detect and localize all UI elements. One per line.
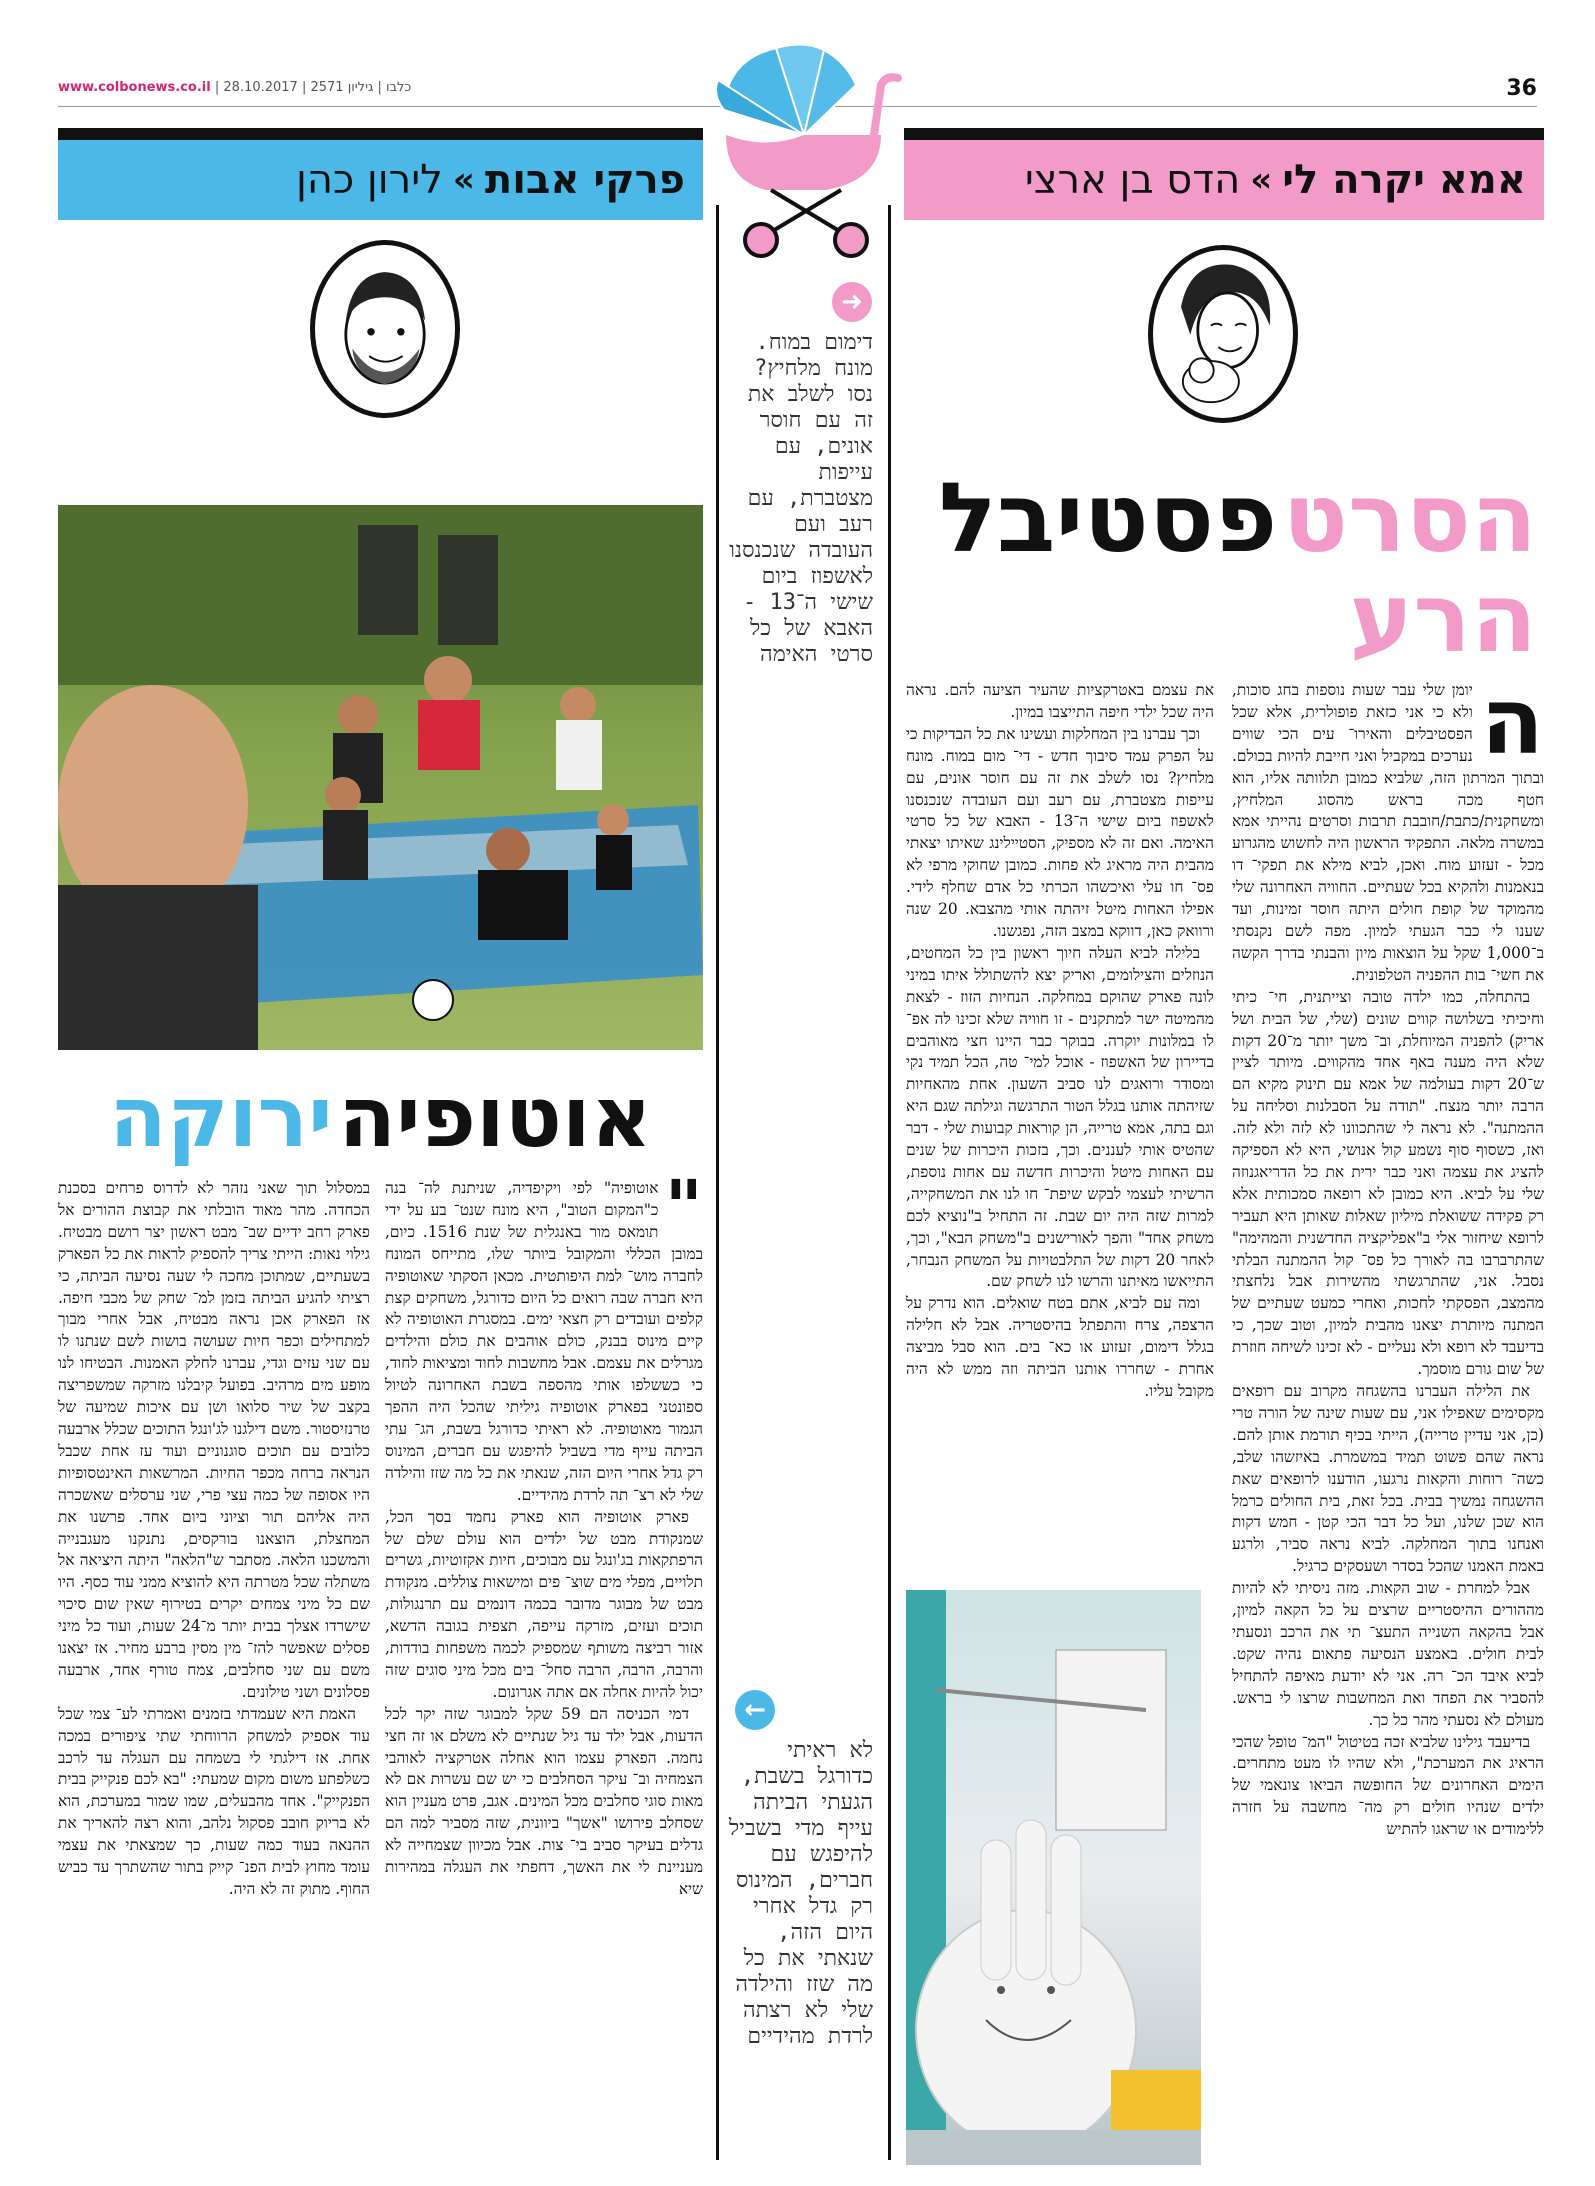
left-banner-topbar [58, 128, 703, 140]
right-column-banner [904, 140, 1544, 220]
left-article-column-2 [58, 1178, 370, 2163]
column-divider-right [888, 205, 891, 2160]
family-picnic-photo [58, 505, 703, 1050]
headline-blue-word: ירוקה [109, 1068, 333, 1166]
man-portrait-icon [315, 245, 455, 413]
left-article-headline [58, 1068, 703, 1166]
issue-meta: | כלבו | גיליון 2571 | 28.10.2017 [214, 80, 412, 95]
headline-pink-word-2: הרע [1349, 562, 1537, 674]
double-chevron-icon: » [1250, 160, 1273, 200]
paragraph: דמי הכניסה הם 59 שקל למבוגר שזה יקר לכל הדעות, אבל ילד עד גיל שנתיים לא משלם או זה חצי נחמה. הפארק עצמו הוא אחלה אטרקציה לאוהבי הצמחיה וב־ עיקר הסחלבים כי יש שם עשרות אם לא מאות סוגי סחלבים מכל המינים. אגב, פרט מעניין הוא שסחלב פירושו "אשך" ביוונית, שזה מסביר למה הם גדלים בעיקר סביב בי־ צות. אבל מכיוון שצמחייה לא מעניינת לי את האשך, דחפתי את העגלה במהירות שיא [385, 1704, 703, 1898]
glove-balloon-image [906, 1590, 1201, 2165]
opening-quote-mark: " [664, 1178, 703, 1251]
left-column-banner [58, 140, 703, 220]
paragraph: פארק אוטופיה הוא פארק נחמד בסך הכל, שמנקודת מבט של ילדים הוא עולם שלם של הרפתקאות בג'ונגל עם מבוכים, חיות אקזוטיות, גשרים תלויים, מפלי מים שוצ־ פים ומישאות צוללים. מנקודת מבט של מבוגר מדובר בכמה דונמים עם תרנגולות, תוכים ועזים, מזרקה עייפה, תצפית בגובה הדשא, אזור רביצה משותף שמספיק לכמה משפחות בודדות, והרבה, הרבה, הרבה סחל־ בים מכל מיני סוגים שזה יכול להיות אחלה אם אתה אגרונום. [385, 1507, 703, 1701]
headline-pink-word-1: הסרט [1282, 462, 1537, 574]
left-column-title: פרקי אבות [484, 157, 685, 203]
drop-cap: ה [1480, 680, 1544, 775]
right-article-column-1 [1232, 680, 1544, 2165]
page-header-info [58, 80, 411, 95]
picnic-scene-image [58, 505, 703, 1050]
right-column-title: אמא יקרה לי [1282, 157, 1526, 203]
headline-black-word: פסטיבל [938, 462, 1278, 574]
column-divider-left [716, 205, 719, 2160]
paragraph: ומה עם לביא, אתם בטח שואלים. הוא נדרק על הרצפה, צרח והתפתל בהיסטריה. אבל לא חלילה בגלל דימום, זעזוע או כא־ בים. הוא סבל מביצה אחרת - שחררו אותנו הביתה וזה ממש לא היה מקובל עליו. [906, 1294, 1214, 1400]
paragraph: יומן שלי עבר שעות נוספות בחג סוכות, ולא כי אני כזאת פופולרית, אלא שכל הפסטיבלים והאירו־ עים הכי שווים נערכים במקביל ואני חייבת להיות בכולם. ובתוך המרתון הזה, שלביא כמובן תלוותה אליו, הוא חטף מכה בראש מהסוג המלחיץ, ומשחקנית/כתבת/חובבת תרבות וסרטים נהייתי אמא במשרה מלאה. התפקיד הראשון היה לחשוש מהגרוע מכל - זעזוע מוח. ואכן, לביא מילא את תפקי־ דו בנאמנות ולהקיא בכל שעתיים. החוויה האחרונה שלי מהמוקד של קופת חולים היתה חוסר זמינות, ועד שענו לי כבר הגעתי למיון. מפה לשם נקנסתי ב־1,000 שקל על הוצאות מיון והבנתי בדרך הקשה את חשי־ בות ההפניה הטלפונית. [1232, 681, 1544, 984]
arrow-right-circle-icon: ➜ [832, 282, 872, 322]
paragraph: אבל למחרת - שוב הקאות. מזה ניסיתי לא להיות מההורים ההיסטריים שרצים על כל הקאה למיון, אבל בהקאה השנייה התעצ־ תי את הרכב ונסעתי לבית חולים. באמצע הנסיעה פתאום נהיה שקט. לביא איבד הכ־ רה. אני לא יודעת מאיפה להתחיל להסביר את הפחד ואת המחשבות שרצו לי בראש. מעולם לא נסעתי מהר כל כך. [1232, 1579, 1544, 1729]
baby-stroller-icon [706, 40, 902, 260]
left-article-column-1 [385, 1178, 703, 2163]
right-article-column-2 [906, 680, 1214, 1575]
woman-portrait-icon [1153, 250, 1293, 418]
paragraph: במסלול תוך שאני נזהר לא לדרוס פרחים בסכנת הכחדה. מהר מאוד הובלתי את קבוצת ההורים אל פארק רחב ידיים שב־ מבט ראשון יצר רושם מבטיח. גילוי נאות: הייתי צריך להספיק לראות את כל הפארק בשעתיים, שמתוכן מחכה לי שעה נסיעה הביתה, כי רציתי להגיע הביתה בזמן למ־ שחק של מכבי חיפה. אז הפארק אכן נראה מבטיח, אבל אחרי מבוך למתחילים וכפר חיות שעושה בושות לשם שנתנו לו עם שני עזים וגדי, עברנו לחלק האמנות. הבטיחו לנו מופע מים מרהיב. בפועל קיבלנו מזרקה שמשפריצה בקצב של שיר סלואו ושן עם איכות שמיעה של טרנזיסטור. משם דילגנו לג'ונגל התוכים שכלל ארבעה כלובים עם תוכים סוגנוניים ועוד עז אחת שכבל הנראה ברחה מכפר החיות. המרשאות האינטסופיות היו אסופה של כמה עצי פרי, שני ערסלים שאשכרה היה אליהם תור וציוני ביום אחד. פרשנו את המחצלת, הוצאנו בורקסים, נתנקנו מעגבנייה והמשכנו הלאה. מסתבר ש"הלאה" היתה היציאה אל משתלה שכל מטרתה היא להוציא ממני עוד כסף. היו שם כל מיני צמחים יקרים בטירוף שאין שום סיכוי שישרדו אצלך בבית יותר מ־24 שעות, ועוד כל מיני פסלים שאפשר להז־ מין מסין ברבע מחיר. אז יצאנו משם עם שני סחלבים, צמח טורף אחד, ארבעה פסלונים ושני טילונים. [58, 1179, 370, 1701]
left-column-author: לירון כהן [295, 157, 443, 203]
double-chevron-icon: » [452, 160, 475, 200]
author-portrait-liron [310, 240, 460, 418]
paragraph: בדיעבד גילינו שלביא זכה בטיטול "המ־ טופל שהכי הראיג את המערכת", ולא שהיו לו מעט מתחרים. הימים האחרונים של החופשה הביאו צונאמי של ילדים שנהיו חולים רק מה־ מחשבה על חזרה ללימודים או שראגו להתיש [1232, 1732, 1544, 1839]
paragraph: את הלילה העברנו בהשגחה מקרוב עם רופאים מקסימים שאפילו אני, עם שעות שינה של הורה טרי (כן, אני עדיין טרייה), הייתי בכיף תורמת אותן להם. נראה שהם פשוט תמיד במשמרת. באיזשהו שלב, כשה־ רוחות והקאות נרגעו, הודענו לרופאים שאת ההשגחה נמשיך בבית. בכל זאת, בית החולים כרמל הוא שכן שלנו, ועל כל דבר הכי קטן - חמש דקות ואנחנו בתוך המחלקה. לביא נראה סביר, ולרגע באמת האמנו שהכל בסדר ושעסקים כרגיל. [1232, 1382, 1544, 1576]
right-article-headline [897, 462, 1537, 674]
paragraph: את עצמם באטרקציות שהעיר הציעה להם. נראה היה שכל ילדי חיפה התייצבו במיון. [906, 681, 1214, 721]
paragraph: אוטופיה" לפי ויקיפדיה, שניתנת לה־ בנה כ"המקום הטוב", היא מונח שנט־ בע על ידי תומאס מור באנגלית של שנת 1516. כיום, במובן הכללי והמקובל ביותר שלו, מתייחס המונח לחברה מוש־ למת היפותטית. מכאן הסקתי שאוטופיה היא חברה שבה רואים כל היום כדורגל, משחקים קצת קלפים ועובדים רק חצאי ימים. במסגרת האוטופיה לא קיים מינוס בבנק, כולם אוהבים את כולם והילדים מגרלים את עצמם. אבל מחשבות לחוד ומציאות לחוד, כי כששלפו אותי מהספה בשבת האחרונה לטיול ספונטני בפארק אוטופיה גיליתי שהכל היה ההפך הגמור מאוטופיה. לא ראיתי כדורגל בשבת, הג־ עתי הביתה עייף מדי בשביל להיפגש עם חברים, המינוס רק גדל אחרי היום הזה, שנאתי את כל מה שזז והילדה שלי לא רצ־ תה לרדת מהידיים. [385, 1179, 703, 1504]
site-url[interactable]: www.colbonews.co.il [58, 80, 211, 95]
arrow-left-circle-icon: ← [735, 1690, 775, 1730]
paragraph: האמת היא שעמדתי בזמנים ואמרתי לע־ צמי שכל עוד אספיק למשחק הרווחתי שתי ציפורים במכה אחת. אז דילגתי לי בשמחה עם העגלה עד לרכב כשלפתע משום מקום שמעתי: "בא לכם פנקייק בבית הפנקייק". אחד מהבעלים, שמו שמור במערכת, הוא לא בריוק חובב פסקול נלהב, והוא רצה להאריך את ההנאה בעוד כמה שעות, כך שמצאתי את עצמי עומד מחוץ לבית הפנ־ קייק בתור שהשתרך עד כביש החוף. מתוק זה לא היה. [58, 1704, 370, 1898]
author-portrait-hadas [1148, 245, 1298, 423]
right-banner-topbar [904, 128, 1544, 140]
headline-black-word: אוטופיה [338, 1068, 652, 1166]
paragraph: וכך עברנו בין המחלקות ועשינו את כל הבדיקות כי על הפרק עמד סיבוך חדש - די־ מום במוח. מונח מלחיץ? נסו לשלב את זה עם חוסר אונים, עם עייפות מצטברת, עם רעב ועם העובדה שנכנסנו לאשפוז ביום שישי ה־13 - האבא של כל סרטי האימה. ואם זה לא מספיק, הסטיילינג שאיתו יצאתי מהבית היה מראיג לא פחות. כמובן שחוקי מרפי לא פס־ חו עלי ואיכשהו הכרתי כל אדם שחלף לידי. אפילו האחות מיטל זיהתה אותי מהצבא. 20 שנה ורוואק כאן, דווקא במצב הזה, נפגשנו. [906, 724, 1214, 940]
page-number: 36 [1506, 76, 1537, 101]
hospital-glove-balloon-photo [906, 1590, 1201, 2165]
pull-quote-top: דימום במוח. מונח מלחיץ? נסו לשלב את זה עם חוסר אונים, עם עייפות מצטברת, עם רעב ועם העובדה שנכנסנו לאשפוז ביום שישי ה־13 - האבא של כל סרטי האימה [729, 330, 873, 667]
paragraph: בהתחלה, כמו ילדה טובה וצייתנית, חי־ כיתי וחיכיתי בשלושה קווים שונים (שלי, של הבית ושל אריק) להפניה המיוחלת, וב־ משך יותר מ־20 דקות שלא היה מענה באף אחד מהקווים. מיותר לציין ש־20 דקות בעולמה של אמא עם תינוק מקיא הם הרבה יותר מנצח. "תודה על הסבלנות וסליחה על ההמתנה". לא נראה לי שהתכוונו לא לזה ולא לזה. ואז, כשסוף סוף נשמע קול אנושי, היא לא הספיקה להציג את עצמה ואני כבר ירית את כל הדריאגנוזה שלי על לביא. היא כמובן לא רופאה סמכותית אלא רק פקידה ששואלת מיליון שאלות שאותן היא תעביר לרופא שיחזור אלי ב"אפליקציה החדשנית והמהימה" שהתרברבו בה לאורך כל פס־ קול ההמתנה הבלתי נסבל. אני, שהתרגשתי מהשירות אבל נלחצתי מהמצב, הפסקתי לחכות, ואחרי כמעט שעתיים של המתנה מיותרת יצאנו מהבית למיון, וטוב שכך, כי בדיעבד לא רופא ולא נעליים - לא זכינו לשיחה חוזרת של שום גורם מוסמך. [1232, 987, 1544, 1379]
paragraph: בלילה לביא העלה חיוך ראשון בין כל המחטים, הנוזלים והצילומים, ואריק יצא להשתולל איתו במיני לונה פארק שהוקם במחלקה. הנחיות הזוז - לצאת מהמיטה ישר למתקנים - זו חוויה שלא זכינו לה אפ־ לו במלונות יוקרה. בבוקר כבר היינו חצי מאוהבים בדיירון של האשפוז - אוכל למי־ טה, הכל תמיד נקי ומסודר ורואגים לנו סביב השעון. אחת מהאחיות שזיהתה אותנו בגלל הטור התרגשה וגילתה שגם היא וגם בתה, אמא טרייה, הן קוראות קבועות שלי - דבר שהטיס אותי לעננים. וכך, בזכות היכרות של שנים עם האחות מיטל והיכרות חדשה עם אחות נוספת, הרשיתי לעצמי לבקש שיפת־ חו לנו את המשחקייה, למרות שזה היה יום שבת. זה התחיל ב"נוציא לכם משחק אחד" והפך לאורישנים ב"משחק הבא", וכך, לאחר 20 דקות של התלבטויות על המשחק הנבחר, התייאשו מאיתנו והרשו לנו לשחק שם. [906, 943, 1214, 1291]
pull-quote-bottom: לא ראיתי כדורגל בשבת, הגעתי הביתה עייף מדי בשביל להיפגש עם חברים, המינוס רק גדל אחרי היום הזה, שנאתי את כל מה שזז והילדה שלי לא רצתה לרדת מהידיים [728, 1738, 873, 2049]
right-column-author: הדס בן ארצי [1024, 157, 1241, 203]
